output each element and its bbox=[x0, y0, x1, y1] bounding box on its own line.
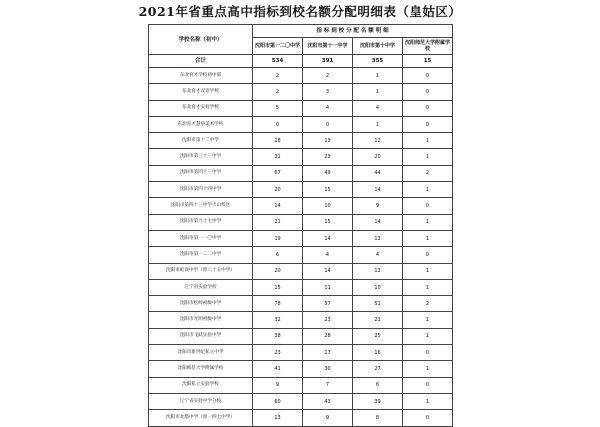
quota-value-cell: 16 bbox=[353, 345, 403, 361]
quota-value-cell: 13 bbox=[353, 263, 403, 279]
quota-value-cell: 2 bbox=[253, 68, 303, 84]
quota-value-cell: 2 bbox=[253, 84, 303, 100]
quota-value-cell: 28 bbox=[303, 328, 353, 344]
table-row bbox=[149, 247, 453, 263]
quota-value-cell: 43 bbox=[303, 393, 353, 409]
quota-value-cell: 1 bbox=[353, 68, 403, 84]
quota-value-cell: 0 bbox=[403, 345, 453, 361]
table-row bbox=[149, 410, 453, 426]
table-row bbox=[149, 198, 453, 214]
quota-value-cell: 18 bbox=[253, 133, 303, 149]
quota-value-cell: 15 bbox=[303, 214, 353, 230]
quota-value-cell: 25 bbox=[353, 328, 403, 344]
quota-value-cell: 5 bbox=[253, 100, 303, 116]
total-row bbox=[149, 55, 453, 68]
quota-value-cell: 6 bbox=[353, 377, 403, 393]
quota-value-cell: 0 bbox=[303, 116, 353, 132]
quota-value-cell: 30 bbox=[303, 361, 353, 377]
quota-value-cell: 13 bbox=[353, 230, 403, 246]
quota-value-cell: 1 bbox=[353, 84, 403, 100]
quota-value-cell: 19 bbox=[253, 230, 303, 246]
school-name-cell: 辽宁省实验学校 bbox=[149, 279, 253, 295]
school-name-cell: 沈阳市松岭初级中学 bbox=[149, 296, 253, 312]
table-row bbox=[149, 279, 453, 295]
quota-value-cell: 27 bbox=[353, 361, 403, 377]
school-name-cell: 沈阳市第三十三中学 bbox=[149, 149, 253, 165]
quota-value-cell: 14 bbox=[353, 182, 403, 198]
school-name-cell: 沈阳市第四十四中学 bbox=[149, 182, 253, 198]
quota-value-cell: 11 bbox=[303, 279, 353, 295]
quota-value-cell: 9 bbox=[253, 377, 303, 393]
school-name-cell: 沈阳市第四十三中学天山校区 bbox=[149, 198, 253, 214]
quota-value-cell: 23 bbox=[253, 345, 303, 361]
quota-value-cell: 2 bbox=[403, 296, 453, 312]
quota-value-cell: 15 bbox=[303, 182, 353, 198]
school-name-cell: 沈阳市光明初级中学 bbox=[149, 312, 253, 328]
total-value: 355 bbox=[353, 55, 403, 68]
school-name-cell: 沈阳市第九十七中学 bbox=[149, 214, 253, 230]
quota-value-cell: 0 bbox=[403, 68, 453, 84]
quota-value-cell: 1 bbox=[403, 361, 453, 377]
quota-value-cell: 23 bbox=[303, 312, 353, 328]
table-row bbox=[149, 361, 453, 377]
school-name-cell: 东北育才实验学校 bbox=[149, 100, 253, 116]
school-name-cell: 沈阳市飞跃实验中学 bbox=[149, 328, 253, 344]
table-body bbox=[149, 55, 453, 427]
quota-value-cell: 21 bbox=[353, 312, 403, 328]
table-row bbox=[149, 328, 453, 344]
total-value: 391 bbox=[303, 55, 353, 68]
quota-value-cell: 3 bbox=[303, 84, 353, 100]
quota-value-cell: 0 bbox=[403, 100, 453, 116]
quota-value-cell: 13 bbox=[253, 410, 303, 426]
quota-value-cell: 1 bbox=[403, 263, 453, 279]
quota-value-cell: 0 bbox=[403, 410, 453, 426]
quota-value-cell: 20 bbox=[253, 182, 303, 198]
quota-value-cell: 0 bbox=[403, 198, 453, 214]
quota-value-cell: 1 bbox=[403, 312, 453, 328]
column-header: 沈阳市第一二〇中学 bbox=[253, 38, 303, 55]
quota-value-cell: 12 bbox=[353, 133, 403, 149]
table-row bbox=[149, 312, 453, 328]
quota-value-cell: 1 bbox=[403, 328, 453, 344]
quota-value-cell: 41 bbox=[253, 361, 303, 377]
table-row bbox=[149, 182, 453, 198]
table-row bbox=[149, 263, 453, 279]
quota-value-cell: 0 bbox=[403, 247, 453, 263]
table-row bbox=[149, 116, 453, 132]
quota-value-cell: 14 bbox=[253, 198, 303, 214]
allocation-group-header: 指 标 到 校 分 配 名 额 明 细 bbox=[253, 25, 453, 38]
quota-value-cell: 1 bbox=[403, 393, 453, 409]
quota-value-cell: 15 bbox=[253, 279, 303, 295]
quota-value-cell: 4 bbox=[353, 247, 403, 263]
quota-value-cell: 57 bbox=[303, 296, 353, 312]
quota-value-cell: 0 bbox=[253, 116, 303, 132]
quota-value-cell: 23 bbox=[303, 149, 353, 165]
school-name-cell: 东北育才学校初中部 bbox=[149, 68, 253, 84]
quota-allocation-table bbox=[148, 24, 453, 427]
quota-value-cell: 9 bbox=[303, 410, 353, 426]
column-header: 沈阳市第十中学 bbox=[353, 38, 403, 55]
quota-value-cell: 1 bbox=[403, 230, 453, 246]
school-name-cell: 东北育才双语学校 bbox=[149, 84, 253, 100]
school-name-cell: 沈阳市第一二二中学 bbox=[149, 247, 253, 263]
quota-value-cell: 20 bbox=[253, 263, 303, 279]
quota-value-cell: 1 bbox=[403, 214, 453, 230]
table-row bbox=[149, 68, 453, 84]
quota-value-cell: 1 bbox=[403, 133, 453, 149]
school-name-cell: 沈阳市北塔中学（原一四七中学） bbox=[149, 410, 253, 426]
school-name-header: 学校名称（初中） bbox=[149, 25, 253, 55]
school-name-cell: 沈阳市新世纪私立中学 bbox=[149, 345, 253, 361]
table-row bbox=[149, 133, 453, 149]
quota-value-cell: 60 bbox=[253, 393, 303, 409]
quota-value-cell: 13 bbox=[303, 133, 353, 149]
school-name-cell: 沈阳市第四十三中学 bbox=[149, 165, 253, 181]
total-label: 合计 bbox=[149, 55, 253, 68]
quota-value-cell: 31 bbox=[253, 149, 303, 165]
quota-value-cell: 67 bbox=[253, 165, 303, 181]
table-row bbox=[149, 214, 453, 230]
table-row bbox=[149, 100, 453, 116]
quota-value-cell: 9 bbox=[353, 198, 403, 214]
quota-value-cell: 1 bbox=[403, 182, 453, 198]
table-row bbox=[149, 84, 453, 100]
school-name-cell: 沈阳市虹润中学（原八十五中学） bbox=[149, 263, 253, 279]
table-row bbox=[149, 377, 453, 393]
table-row bbox=[149, 165, 453, 181]
quota-value-cell: 8 bbox=[353, 410, 403, 426]
school-name-cell: 沈阳师范大学附属学校 bbox=[149, 361, 253, 377]
quota-value-cell: 20 bbox=[353, 149, 403, 165]
quota-value-cell: 21 bbox=[253, 214, 303, 230]
table-row bbox=[149, 345, 453, 361]
column-header: 沈阳师范大学附属学校 bbox=[403, 38, 453, 55]
quota-value-cell: 1 bbox=[353, 116, 403, 132]
quota-value-cell: 44 bbox=[353, 165, 403, 181]
total-value: 534 bbox=[253, 55, 303, 68]
quota-value-cell: 32 bbox=[253, 312, 303, 328]
quota-value-cell: 14 bbox=[353, 214, 403, 230]
school-name-cell: 沈阳市第一一〇中学 bbox=[149, 230, 253, 246]
quota-value-cell: 6 bbox=[253, 247, 303, 263]
quota-value-cell: 7 bbox=[303, 377, 353, 393]
school-name-cell: 沈阳市第十二中学 bbox=[149, 133, 253, 149]
quota-value-cell: 10 bbox=[303, 198, 353, 214]
quota-value-cell: 4 bbox=[353, 100, 403, 116]
quota-value-cell: 2 bbox=[303, 68, 353, 84]
quota-value-cell: 39 bbox=[353, 393, 403, 409]
school-name-cell: 沈阳私立实验学校 bbox=[149, 377, 253, 393]
quota-value-cell: 0 bbox=[403, 377, 453, 393]
quota-value-cell: 1 bbox=[403, 149, 453, 165]
quota-value-cell: 17 bbox=[303, 345, 353, 361]
school-name-cell: 辽宁省实验中学分校 bbox=[149, 393, 253, 409]
table-row bbox=[149, 393, 453, 409]
quota-value-cell: 0 bbox=[403, 84, 453, 100]
quota-value-cell: 4 bbox=[303, 247, 353, 263]
column-header: 沈阳市第十一中学 bbox=[303, 38, 353, 55]
table-group-header-row bbox=[149, 25, 453, 38]
quota-value-cell: 1 bbox=[403, 279, 453, 295]
quota-value-cell: 0 bbox=[403, 116, 453, 132]
total-value: 15 bbox=[403, 55, 453, 68]
quota-value-cell: 51 bbox=[353, 296, 403, 312]
school-name-cell: 东北育才慧泉美术学校 bbox=[149, 116, 253, 132]
quota-value-cell: 4 bbox=[303, 100, 353, 116]
quota-value-cell: 49 bbox=[303, 165, 353, 181]
quota-value-cell: 2 bbox=[403, 165, 453, 181]
table-row bbox=[149, 149, 453, 165]
table-row bbox=[149, 230, 453, 246]
quota-value-cell: 10 bbox=[353, 279, 403, 295]
page-title: 2021年省重点高中指标到校名额分配明细表（皇姑区） bbox=[138, 4, 462, 19]
table-row bbox=[149, 296, 453, 312]
quota-value-cell: 38 bbox=[253, 328, 303, 344]
quota-value-cell: 14 bbox=[303, 230, 353, 246]
quota-value-cell: 78 bbox=[253, 296, 303, 312]
quota-value-cell: 14 bbox=[303, 263, 353, 279]
